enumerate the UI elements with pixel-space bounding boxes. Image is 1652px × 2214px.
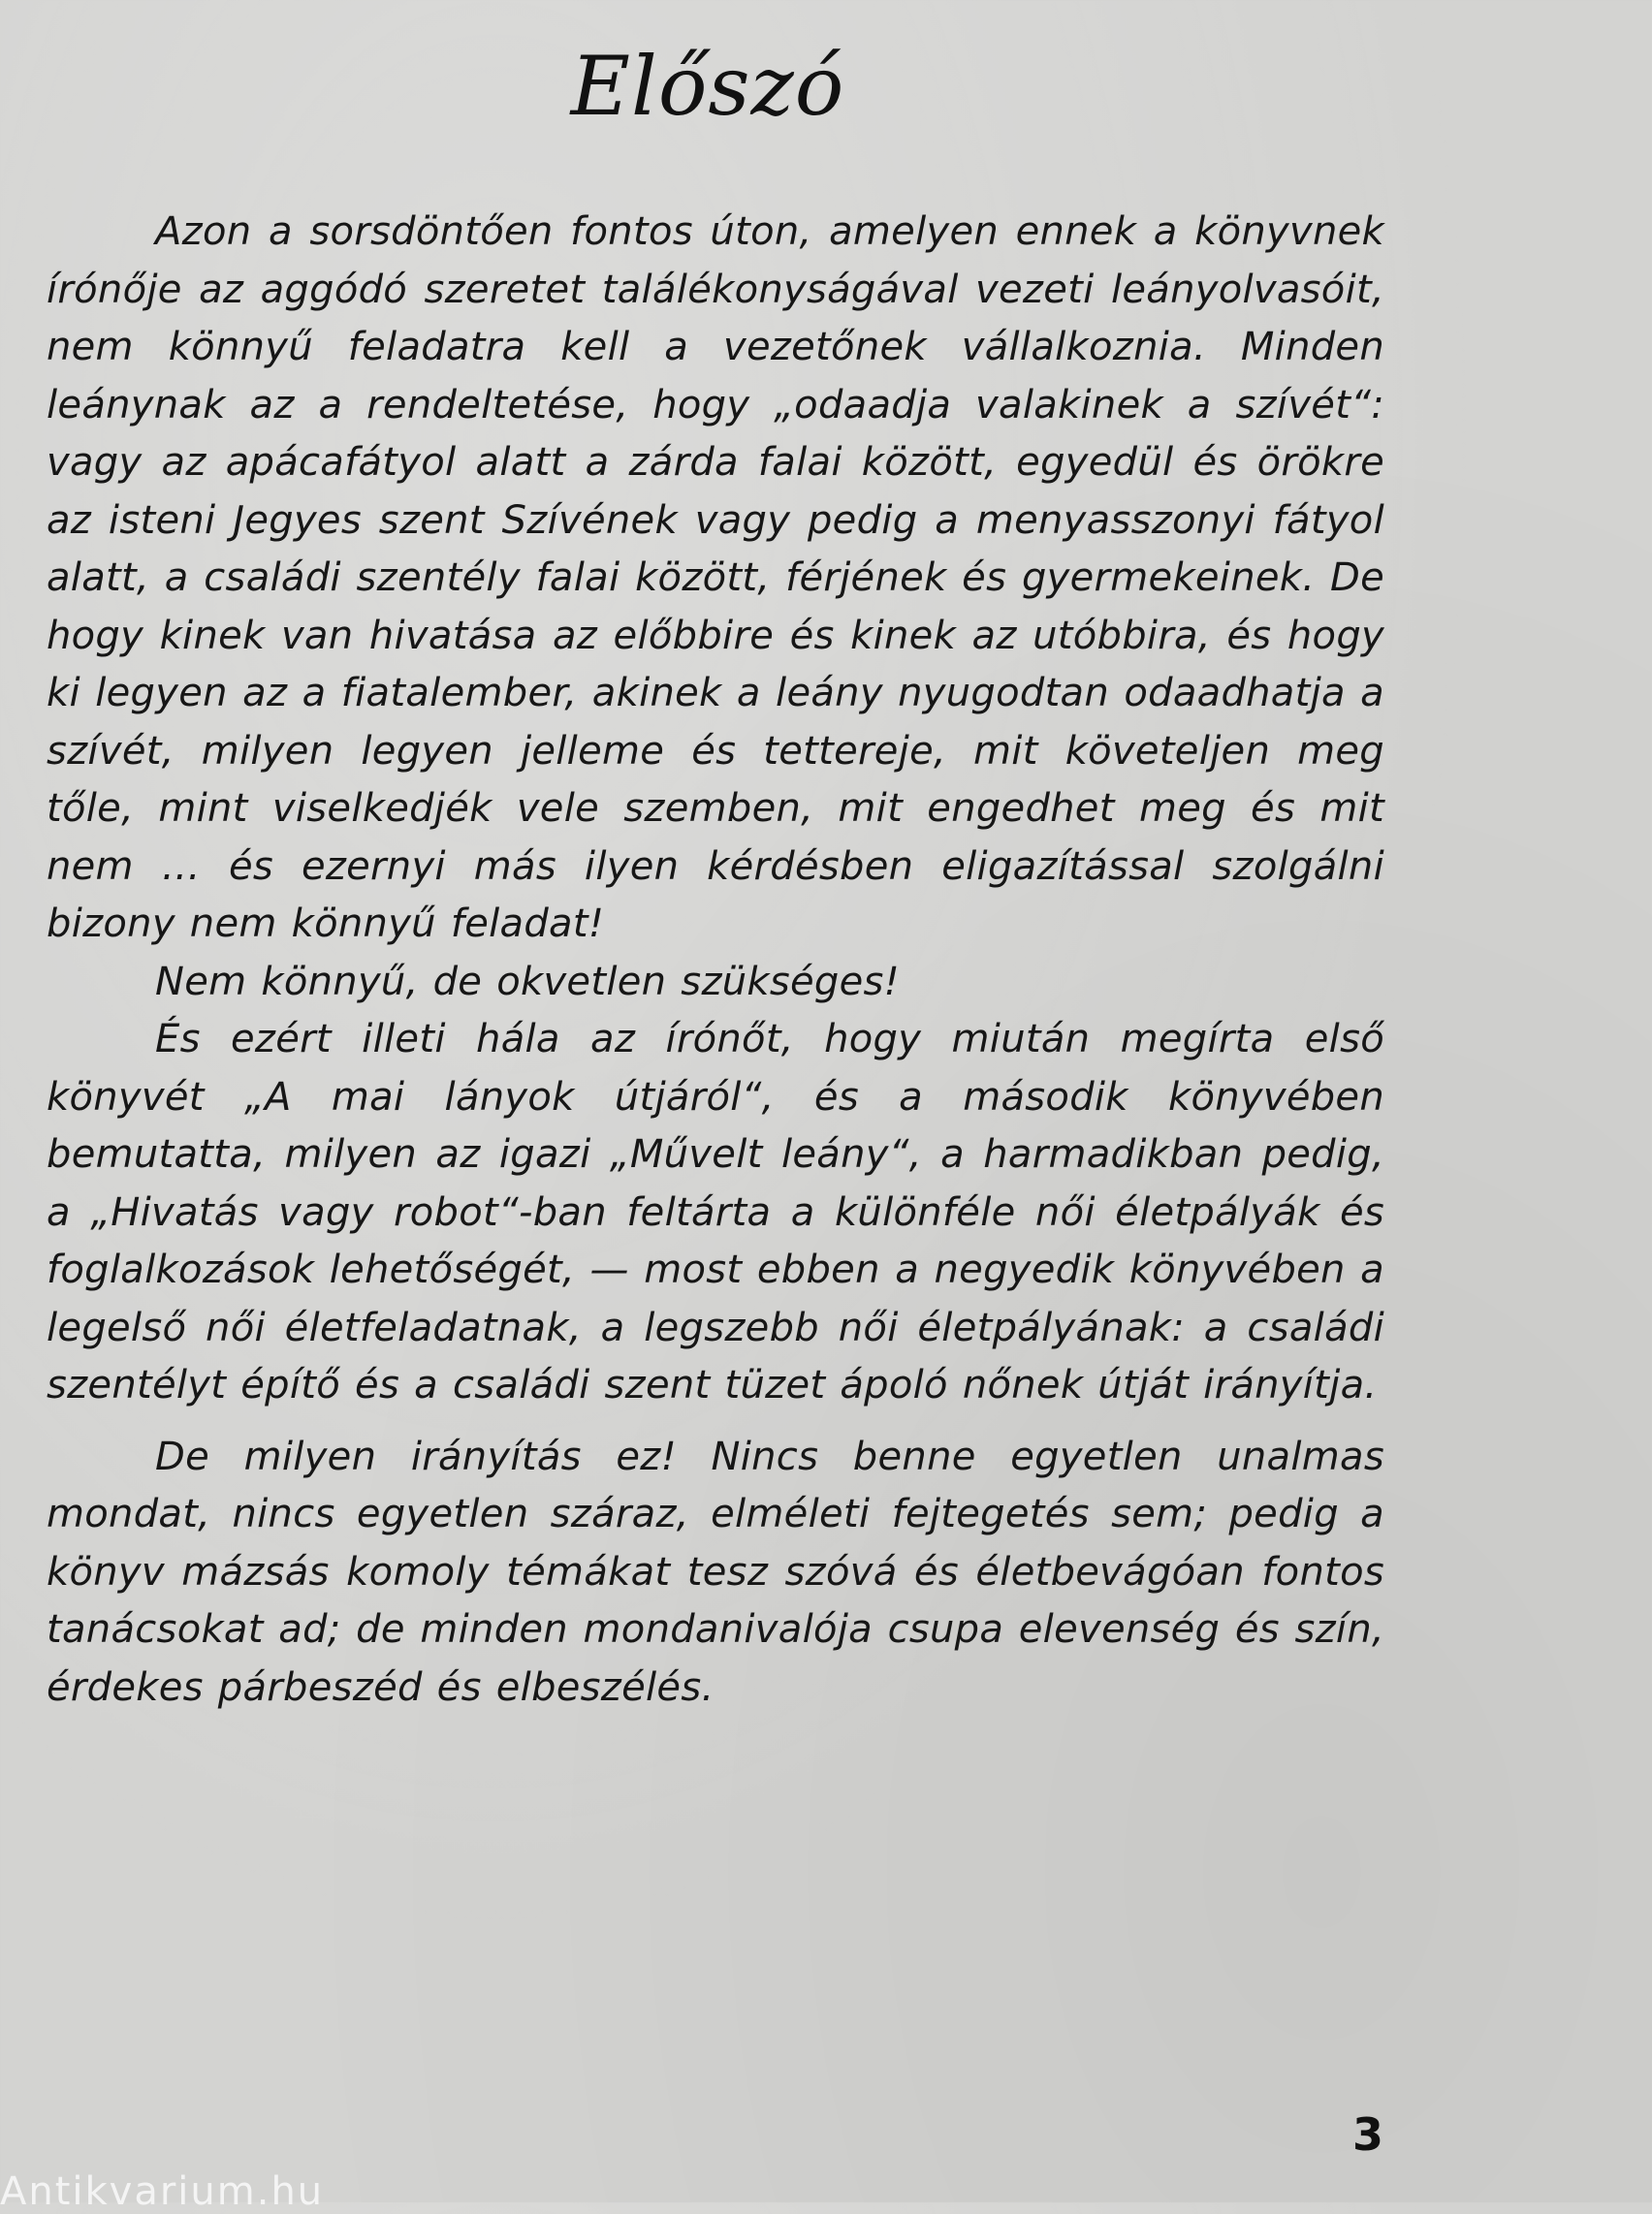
paragraph: És ezért illeti hála az írónőt, hogy miután megírta első könyvét „A mai lányok útjáról“, és a második könyvében bemutatta, milyen az igazi „Művelt leány“, a harmadikban pedig, a „Hivatás vagy robot“-ban feltárta a különféle női életpályák és foglalkozások lehetőségét, — most ebben a negyedik könyvében a legelső női életfeladatnak, a legszebb női életpályának: a családi szentélyt építő és a családi szent tüzet ápoló nőnek útját irányítja. — [47, 1017, 1384, 1407]
body-text — [47, 204, 1384, 1717]
page-title: Előszó — [570, 39, 845, 134]
watermark: Antikvarium.hu — [0, 2169, 325, 2214]
paragraph: Nem könnyű, de okvetlen szükséges! — [155, 959, 900, 1004]
paragraph: De milyen irányítás ez! Nincs benne egyetlen unalmas mondat, nincs egyetlen száraz, elméleti fejtegetés sem; pedig a könyv mázsás komoly témákat tesz szóvá és életbevágóan fontos tanácsokat ad; de minden mondanivalója csupa elevenség és szín, érdekes párbeszéd és elbeszélés. — [47, 1434, 1384, 1710]
paragraph: Azon a sorsdöntően fontos úton, amelyen ennek a könyvnek írónője az aggódó szeretet találékonyságával vezeti leányolvasóit, nem könnyű feladatra kell a vezetőnek vállalkoznia. Minden leánynak az a rendeltetése, hogy „odaadja valakinek a szívét“: vagy az apácafátyol alatt a zárda falai között, egyedül és örökre az isteni Jegyes szent Szívének vagy pedig a menyasszonyi fátyol alatt, a családi szentély falai között, férjének és gyermekeinek. De hogy kinek van hivatása az előbbire és kinek az utóbbira, és hogy ki legyen az a fiatalember, akinek a leány nyugodtan odaadhatja a szívét, milyen legyen jelleme és tettereje, mit követeljen meg tőle, mint viselkedjék vele szemben, mit engedhet meg és mit nem … és ezernyi más ilyen kérdésben eligazítással szolgálni bizony nem könnyű feladat! — [47, 209, 1384, 946]
page-number: 3 — [1352, 2108, 1384, 2161]
